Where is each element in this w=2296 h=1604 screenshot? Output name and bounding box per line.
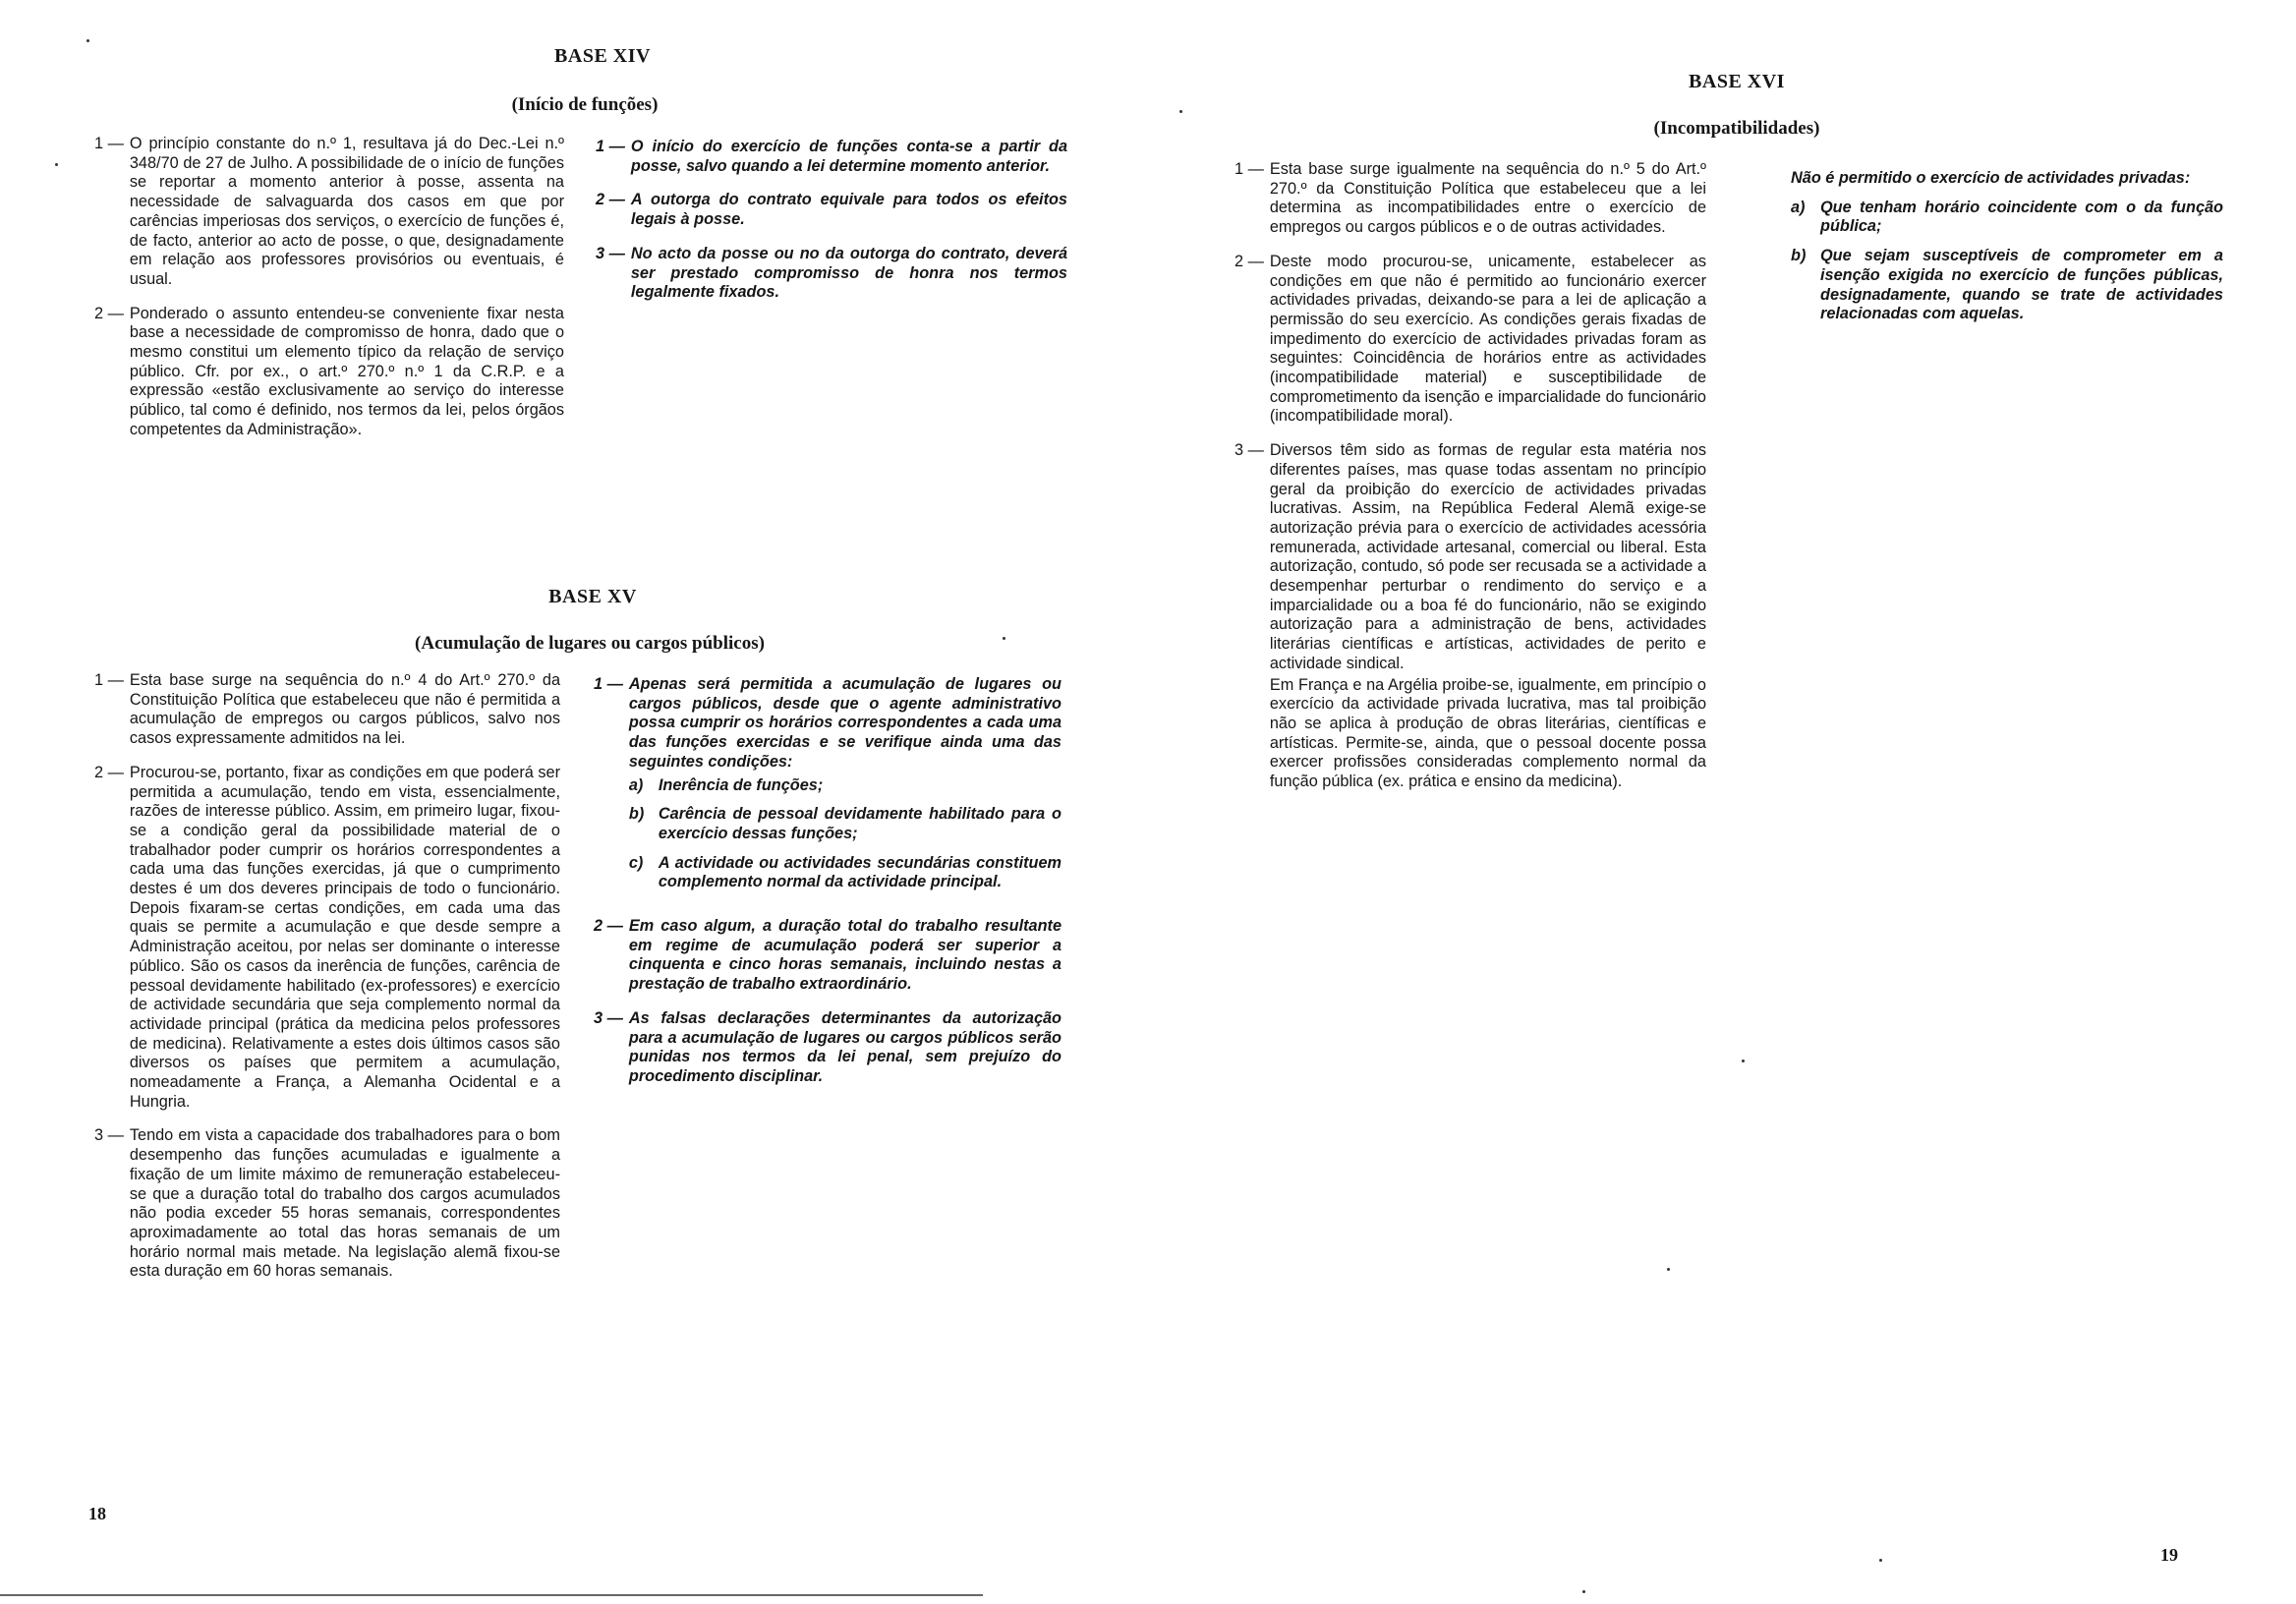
comment-item	[94, 671, 560, 749]
scan-edge-line	[0, 1594, 983, 1596]
scan-speck	[1179, 110, 1182, 113]
subitem-letter: a)	[628, 775, 644, 794]
base-xv-comments	[94, 671, 560, 1296]
law-item	[596, 138, 1067, 176]
comment-item	[94, 305, 564, 440]
comment-text: Ponderado o assunto entendeu-se conveniente fixar nesta base a necessidade de compromisso de honra, dado que o mesmo constitui um elemento típico da relação de serviço público. Cfr. por ex., o art.º 270.º n.º 1 da C.R.P. e a expressão «estão exclusivamente ao serviço do interesse público, tal como é definido, nos termos da lei, pelos órgãos competentes da Administração».	[129, 304, 564, 438]
comment-item	[94, 135, 564, 290]
scan-speck	[1742, 1060, 1745, 1062]
item-number: 3 —	[1234, 441, 1264, 460]
scan-speck	[1003, 637, 1005, 640]
item-number: 1 —	[94, 135, 124, 152]
law-item	[596, 245, 1067, 303]
law-subitem	[1791, 199, 2223, 237]
law-text: A outorga do contrato equivale para todos os efeitos legais à posse.	[630, 191, 1067, 229]
scan-speck	[1879, 1559, 1882, 1562]
comment-item	[1234, 253, 1706, 427]
law-subitem	[629, 805, 1062, 843]
law-subitem	[629, 854, 1062, 892]
base-xvi-subtitle: (Incompatibilidades)	[1653, 118, 1820, 139]
comment-text: Esta base surge igualmente na sequência do n.º 5 do Art.º 270.º da Constituição Política que estabeleceu que a lei determina as incompatibilidades entre o exercício de empregos ou cargos públicos e o de outras actividades.	[1269, 160, 1706, 237]
subitem-text: A actividade ou actividades secundárias constituem complemento normal da actividade principal.	[658, 853, 1062, 891]
base-xvi-law	[1791, 169, 2223, 334]
base-xv-law	[594, 675, 1062, 1102]
item-number: 1 —	[1234, 160, 1264, 178]
base-xiv-law	[596, 138, 1067, 317]
item-number: 1 —	[596, 138, 625, 155]
scan-speck	[1582, 1590, 1585, 1593]
subitem-text: Que tenham horário coincidente com o da função pública;	[1820, 198, 2223, 236]
item-number: 1 —	[94, 671, 124, 689]
law-item	[594, 917, 1062, 995]
comment-text: O princípio constante do n.º 1, resultava já do Dec.-Lei n.º 348/70 de 27 de Julho. A possibilidade de o início de funções se reportar a momento anterior à posse, assenta na necessidade de salvaguarda dos casos em que por carências imperiosas dos serviços, o exercício de funções é, de facto, anterior ao acto de posse, o que, designadamente em relação aos professores provisórios ou eventuais, é usual.	[129, 135, 564, 288]
law-text: As falsas declarações determinantes da autorização para a acumulação de lugares ou cargos públicos serão punidas nos termos da lei penal, sem prejuízo do procedimento disciplinar.	[628, 1008, 1062, 1085]
comment-text: Esta base surge na sequência do n.º 4 do Art.º 270.º da Constituição Política que estabeleceu que não é permitida a acumulação de empregos ou cargos públicos, salvo nos casos expressamente admitidos na lei.	[129, 671, 560, 748]
comment-item	[94, 1126, 560, 1282]
comment-item	[1234, 160, 1706, 238]
comment-text: Diversos têm sido as formas de regular esta matéria nos diferentes países, mas quase todas assentam no princípio geral da proibição do exercício de actividades privadas lucrativas. Assim, na República Federal Alemã exige-se autorização prévia para o exercício de actividades acessória remunerada, actividade artesanal, comercial ou liberal. Esta autorização, contudo, só pode ser recusada se a actividade a desempenhar perturbar o rendimento do serviço e a imparcialidade ou a boa fé do funcionário, não se exigindo autorização para a administração de bens, actividades literárias científicas e artísticas, actividades de perito e actividade sindical.	[1269, 441, 1706, 672]
subitem-letter: c)	[628, 853, 644, 872]
base-xvi-title: BASE XVI	[1689, 71, 1785, 92]
scan-speck	[55, 163, 58, 166]
item-number: 3 —	[594, 1008, 623, 1027]
subitem-text: Que sejam susceptíveis de comprometer em a isenção exigida no exercício de funções públicas, designadamente, quando se trate de actividades relacionadas com aquelas.	[1820, 247, 2223, 323]
item-number: 2 —	[596, 191, 625, 209]
subitem-letter: b)	[1791, 247, 1807, 265]
law-item	[596, 191, 1067, 229]
subitem-letter: b)	[628, 805, 645, 824]
item-number: 2 —	[94, 763, 124, 781]
comment-text-continued: Em França e na Argélia proibe-se, igualmente, em princípio o exercício da actividade privada lucrativa, mas tal proibição não se aplica à produção de obras literárias, científicas e artísticas. Permite-se, ainda, que o pessoal docente possa exercer profissões consideradas complemento normal da função pública (ex. prática e ensino da medicina).	[1269, 675, 1706, 791]
comment-item	[1234, 441, 1706, 792]
law-subitem	[629, 776, 1062, 796]
base-xv-title: BASE XV	[548, 586, 637, 607]
base-xvi-comments	[1234, 160, 1706, 807]
scan-speck	[86, 39, 89, 42]
scan-speck	[1667, 1268, 1670, 1271]
base-xiv-title: BASE XIV	[554, 45, 651, 67]
item-number: 2 —	[94, 304, 124, 322]
comment-text: Deste modo procurou-se, unicamente, estabelecer as condições em que não é permitido ao funcionário exercer actividades privadas, deixando-se para a lei de aplicação a permissão do seu exercício. As condições gerais fixadas de impedimento do exercício de actividades privadas foram as seguintes: Coincidência de horários entre as actividades (incompatibilidade material) e susceptibilidade de comprometimento da isenção e imparcialidade do funcionário (incompatibilidade moral).	[1269, 252, 1706, 426]
law-intro: Não é permitido o exercício de actividades privadas:	[1791, 169, 2191, 187]
page-number-right: 19	[2160, 1545, 2178, 1565]
item-number: 1 —	[594, 675, 623, 693]
law-text: Apenas será permitida a acumulação de lugares ou cargos públicos, desde que o agente administrativo possa cumprir os horários correspondentes a cada uma das funções exercidas e se verifique ainda uma das seguintes condições:	[628, 675, 1062, 771]
law-text: O início do exercício de funções conta-se a partir da posse, salvo quando a lei determine momento anterior.	[630, 138, 1067, 175]
comment-text: Procurou-se, portanto, fixar as condições em que poderá ser permitida a acumulação, tendo em vista, essencialmente, razões de interesse público. Assim, em primeiro lugar, fixou-se a condição geral da possibilidade material de o trabalhador poder cumprir os horários correspondentes a cada uma das funções exercidas, já que o cumprimento destes é um dos deveres principais de todo o funcionário. Depois fixaram-se certas condições, em cada uma das quais se permite a acumulação e que desde sempre a Administração aceitou, por nelas ser dominante o interesse público. São os casos da inerência de funções, carência de pessoal devidamente habilitado (ex-professores) e exercício de actividade secundária que seja complemento normal da actividade principal (prática da medicina pelos professores de medicina). Relativamente a estes dois últimos casos são diversos os países que permitem a acumulação, nomeadamente a França, a Alemanha Ocidental e a Hungria.	[129, 763, 560, 1111]
law-text: Em caso algum, a duração total do trabalho resultante em regime de acumulação poderá ser superior a cinquenta e cinco horas semanais, incluindo nestas a prestação de trabalho extraordinário.	[628, 917, 1062, 994]
item-number: 2 —	[1234, 252, 1264, 270]
comment-item	[94, 764, 560, 1113]
item-number: 3 —	[596, 244, 625, 262]
law-item	[594, 675, 1062, 902]
comment-text: Tendo em vista a capacidade dos trabalhadores para o bom desempenho das funções acumuladas e igualmente a fixação de um limite máximo de remuneração estabeleceu-se que a duração total do trabalho dos cargos acumulados não podia exceder 55 horas semanais, correspondentes aproximadamente ao total das horas semanais de um horário normal mais metade. Na legislação alemã fixou-se esta duração em 60 horas semanais.	[129, 1126, 560, 1281]
base-xiv-comments	[94, 135, 564, 455]
law-subitem	[1791, 247, 2223, 324]
item-number: 2 —	[594, 917, 623, 936]
law-item	[594, 1009, 1062, 1087]
base-xv-subtitle: (Acumulação de lugares ou cargos públicos)	[415, 633, 765, 654]
base-xiv-subtitle: (Início de funções)	[511, 94, 659, 115]
subitem-letter: a)	[1791, 198, 1806, 216]
page-number-left: 18	[88, 1504, 106, 1523]
law-text: No acto da posse ou no da outorga do contrato, deverá ser prestado compromisso de honra nos termos legalmente fixados.	[630, 244, 1067, 302]
item-number: 3 —	[94, 1126, 124, 1145]
subitem-text: Inerência de funções;	[658, 775, 824, 794]
subitem-text: Carência de pessoal devidamente habilitado para o exercício dessas funções;	[658, 805, 1062, 842]
